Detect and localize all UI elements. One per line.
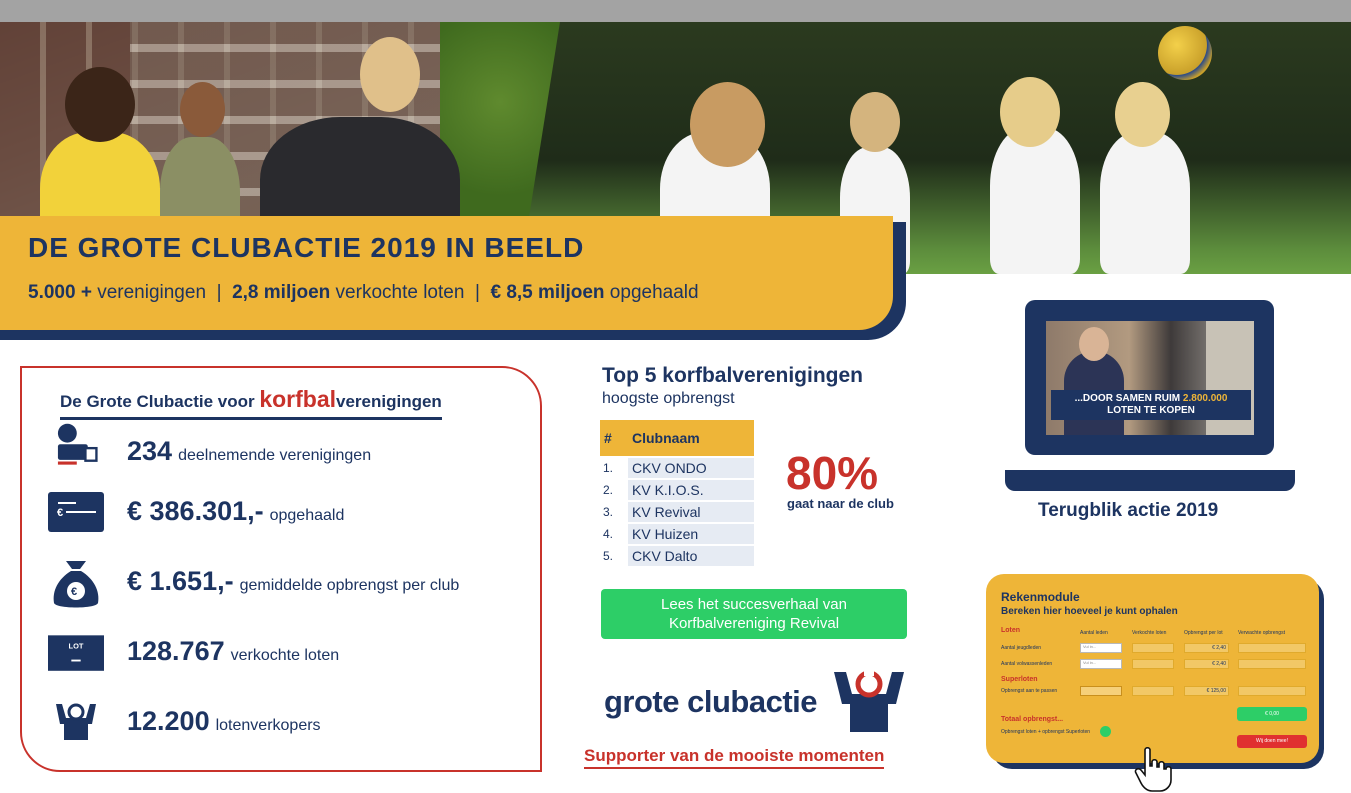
section-loten: Loten <box>1001 627 1021 634</box>
col-verkochte-loten: Verkochte loten <box>1132 630 1167 636</box>
caption-highlight: 2.800.000 <box>1182 393 1228 404</box>
row-volwassenleden: Aantal volwassenleden <box>1001 661 1053 667</box>
svg-text:€: € <box>57 507 64 519</box>
video-label[interactable]: Terugblik actie 2019 <box>1038 500 1219 521</box>
col-verwachte-opbrengst: Verwachte opbrengst <box>1238 630 1285 636</box>
wij-doen-mee-button[interactable]: Wij doen mee! <box>1237 735 1307 748</box>
table-row <box>600 524 754 544</box>
button-line-1: Lees het succesverhaal van <box>661 596 847 613</box>
price-field: € 2,40 <box>1184 643 1229 653</box>
verkochte-loten-field <box>1132 659 1174 669</box>
club-name: CKV ONDO <box>628 458 754 478</box>
stat-opgehaald-value: € 8,5 miljoen <box>490 282 605 303</box>
col-opbrengst-lot: Opbrengst per lot <box>1184 630 1223 636</box>
read-success-story-button[interactable] <box>601 589 907 639</box>
stat-row <box>127 566 459 597</box>
person-head <box>65 67 135 142</box>
total-value-button[interactable]: € 0,00 <box>1237 707 1307 721</box>
person-head <box>180 82 225 137</box>
section-superloten: Superloten <box>1001 676 1038 683</box>
row-jeugdleden: Aantal jeugdleden <box>1001 645 1042 651</box>
caption-post: LOTEN TE KOPEN <box>1107 405 1195 416</box>
browser-top-bar <box>0 0 1351 22</box>
top5-table <box>600 418 754 568</box>
money-bag-icon <box>48 555 104 611</box>
stat-loten-label: verkochte loten <box>330 282 465 303</box>
stat-verenigingen-value: 5.000 + <box>28 282 92 303</box>
stat-row <box>127 706 321 737</box>
player-head <box>1115 82 1170 147</box>
hand-cursor-icon <box>1133 746 1173 793</box>
stat-label: gemiddelde opbrengst per club <box>239 577 460 594</box>
volwassenleden-input[interactable]: Vul in... <box>1080 659 1122 669</box>
calculator-title: Rekenmodule <box>1001 590 1080 604</box>
stat-label: deelnemende verenigingen <box>178 447 372 464</box>
stat-row <box>127 496 344 527</box>
bank-card-icon <box>48 492 104 536</box>
button-line-2: Korfbalvereniging Revival <box>668 615 840 632</box>
stat-loten-value: 2,8 miljoen <box>232 282 331 303</box>
column-header-number: # <box>600 420 628 456</box>
stat-value: € 386.301,- <box>127 496 264 526</box>
row-number: 3. <box>603 505 614 519</box>
card-title-pre: De Grote Clubactie voor <box>60 392 260 411</box>
separator: | <box>474 282 480 303</box>
table-row <box>600 546 754 566</box>
row-number: 1. <box>603 461 614 475</box>
seller-icon <box>48 700 104 744</box>
superloten-input[interactable] <box>1080 686 1122 696</box>
stat-label: lotenverkopers <box>215 717 321 734</box>
club-name: KV Revival <box>628 502 754 522</box>
table-row <box>600 502 754 522</box>
svg-text:LOT: LOT <box>68 641 84 651</box>
stat-label: verkochte loten <box>230 647 340 664</box>
verkochte-loten-field <box>1132 643 1174 653</box>
stat-verenigingen-label: verenigingen <box>91 282 207 303</box>
video-caption <box>1051 390 1251 420</box>
brand-logo-text: grote clubactie <box>604 684 817 719</box>
row-number: 5. <box>603 549 614 563</box>
man-head <box>1079 327 1109 361</box>
card-title <box>60 386 442 420</box>
jeugdleden-input[interactable]: Vul in... <box>1080 643 1122 653</box>
svg-text:€: € <box>71 586 78 598</box>
club-name: KV Huizen <box>628 524 754 544</box>
stat-value: € 1.651,- <box>127 566 234 596</box>
superloten-price-field: € 125,00 <box>1184 686 1229 696</box>
club-name: KV K.I.O.S. <box>628 480 754 500</box>
club-person-icon <box>48 423 104 467</box>
caption-pre: ...DOOR SAMEN RUIM <box>1074 393 1183 404</box>
supporter-logo-icon <box>832 666 906 732</box>
percentage-value: 80% <box>786 447 879 499</box>
superloten-opbrengst-field <box>1238 686 1306 696</box>
stat-row <box>127 636 339 667</box>
stat-value: 12.200 <box>127 706 210 736</box>
total-sub-label: Opbrengst loten + opbrengst Superloten <box>1001 729 1091 735</box>
club-name: CKV Dalto <box>628 546 754 566</box>
person-head <box>360 37 420 112</box>
row-number: 4. <box>603 527 614 541</box>
brand-slogan: Supporter van de mooiste momenten <box>584 746 884 769</box>
stat-value: 128.767 <box>127 636 225 666</box>
player-head <box>690 82 765 167</box>
info-icon[interactable] <box>1100 726 1111 737</box>
laptop-base <box>1005 470 1295 491</box>
calculator-subtitle: Bereken hier hoeveel je kunt ophalen <box>1001 606 1178 617</box>
percentage-label: gaat naar de club <box>787 496 894 511</box>
card-title-highlight: korfbal <box>259 386 337 412</box>
table-row <box>600 480 754 500</box>
page-title: DE GROTE CLUBACTIE 2019 IN BEELD <box>28 232 585 263</box>
row-superloten: Opbrengst aan te passen <box>1001 688 1058 694</box>
superloten-verkocht-field <box>1132 686 1174 696</box>
hero-stats <box>28 282 699 304</box>
lot-ticket-icon <box>48 632 104 676</box>
table-header-row <box>600 420 754 456</box>
player-head <box>850 92 900 152</box>
player-head <box>1000 77 1060 147</box>
stat-value: 234 <box>127 436 173 466</box>
table-row <box>600 458 754 478</box>
card-title-post: verenigingen <box>336 392 442 411</box>
player-figure <box>1100 132 1190 274</box>
player-figure <box>990 127 1080 274</box>
row-number: 2. <box>603 483 614 497</box>
total-label: Totaal opbrengst... <box>1001 716 1064 723</box>
verwachte-opbrengst-field <box>1238 659 1306 669</box>
stat-opgehaald-label: opgehaald <box>604 282 699 303</box>
top5-subtitle: hoogste opbrengst <box>602 390 735 407</box>
col-aantal-leden: Aantal leden <box>1080 630 1108 636</box>
stat-label: opgehaald <box>269 507 345 524</box>
price-field: € 2,40 <box>1184 659 1229 669</box>
separator: | <box>216 282 222 303</box>
column-header-clubnaam: Clubnaam <box>628 420 754 456</box>
korfball-icon <box>1158 26 1212 80</box>
top5-title: Top 5 korfbalverenigingen <box>602 364 863 387</box>
stat-row <box>127 436 371 467</box>
verwachte-opbrengst-field <box>1238 643 1306 653</box>
